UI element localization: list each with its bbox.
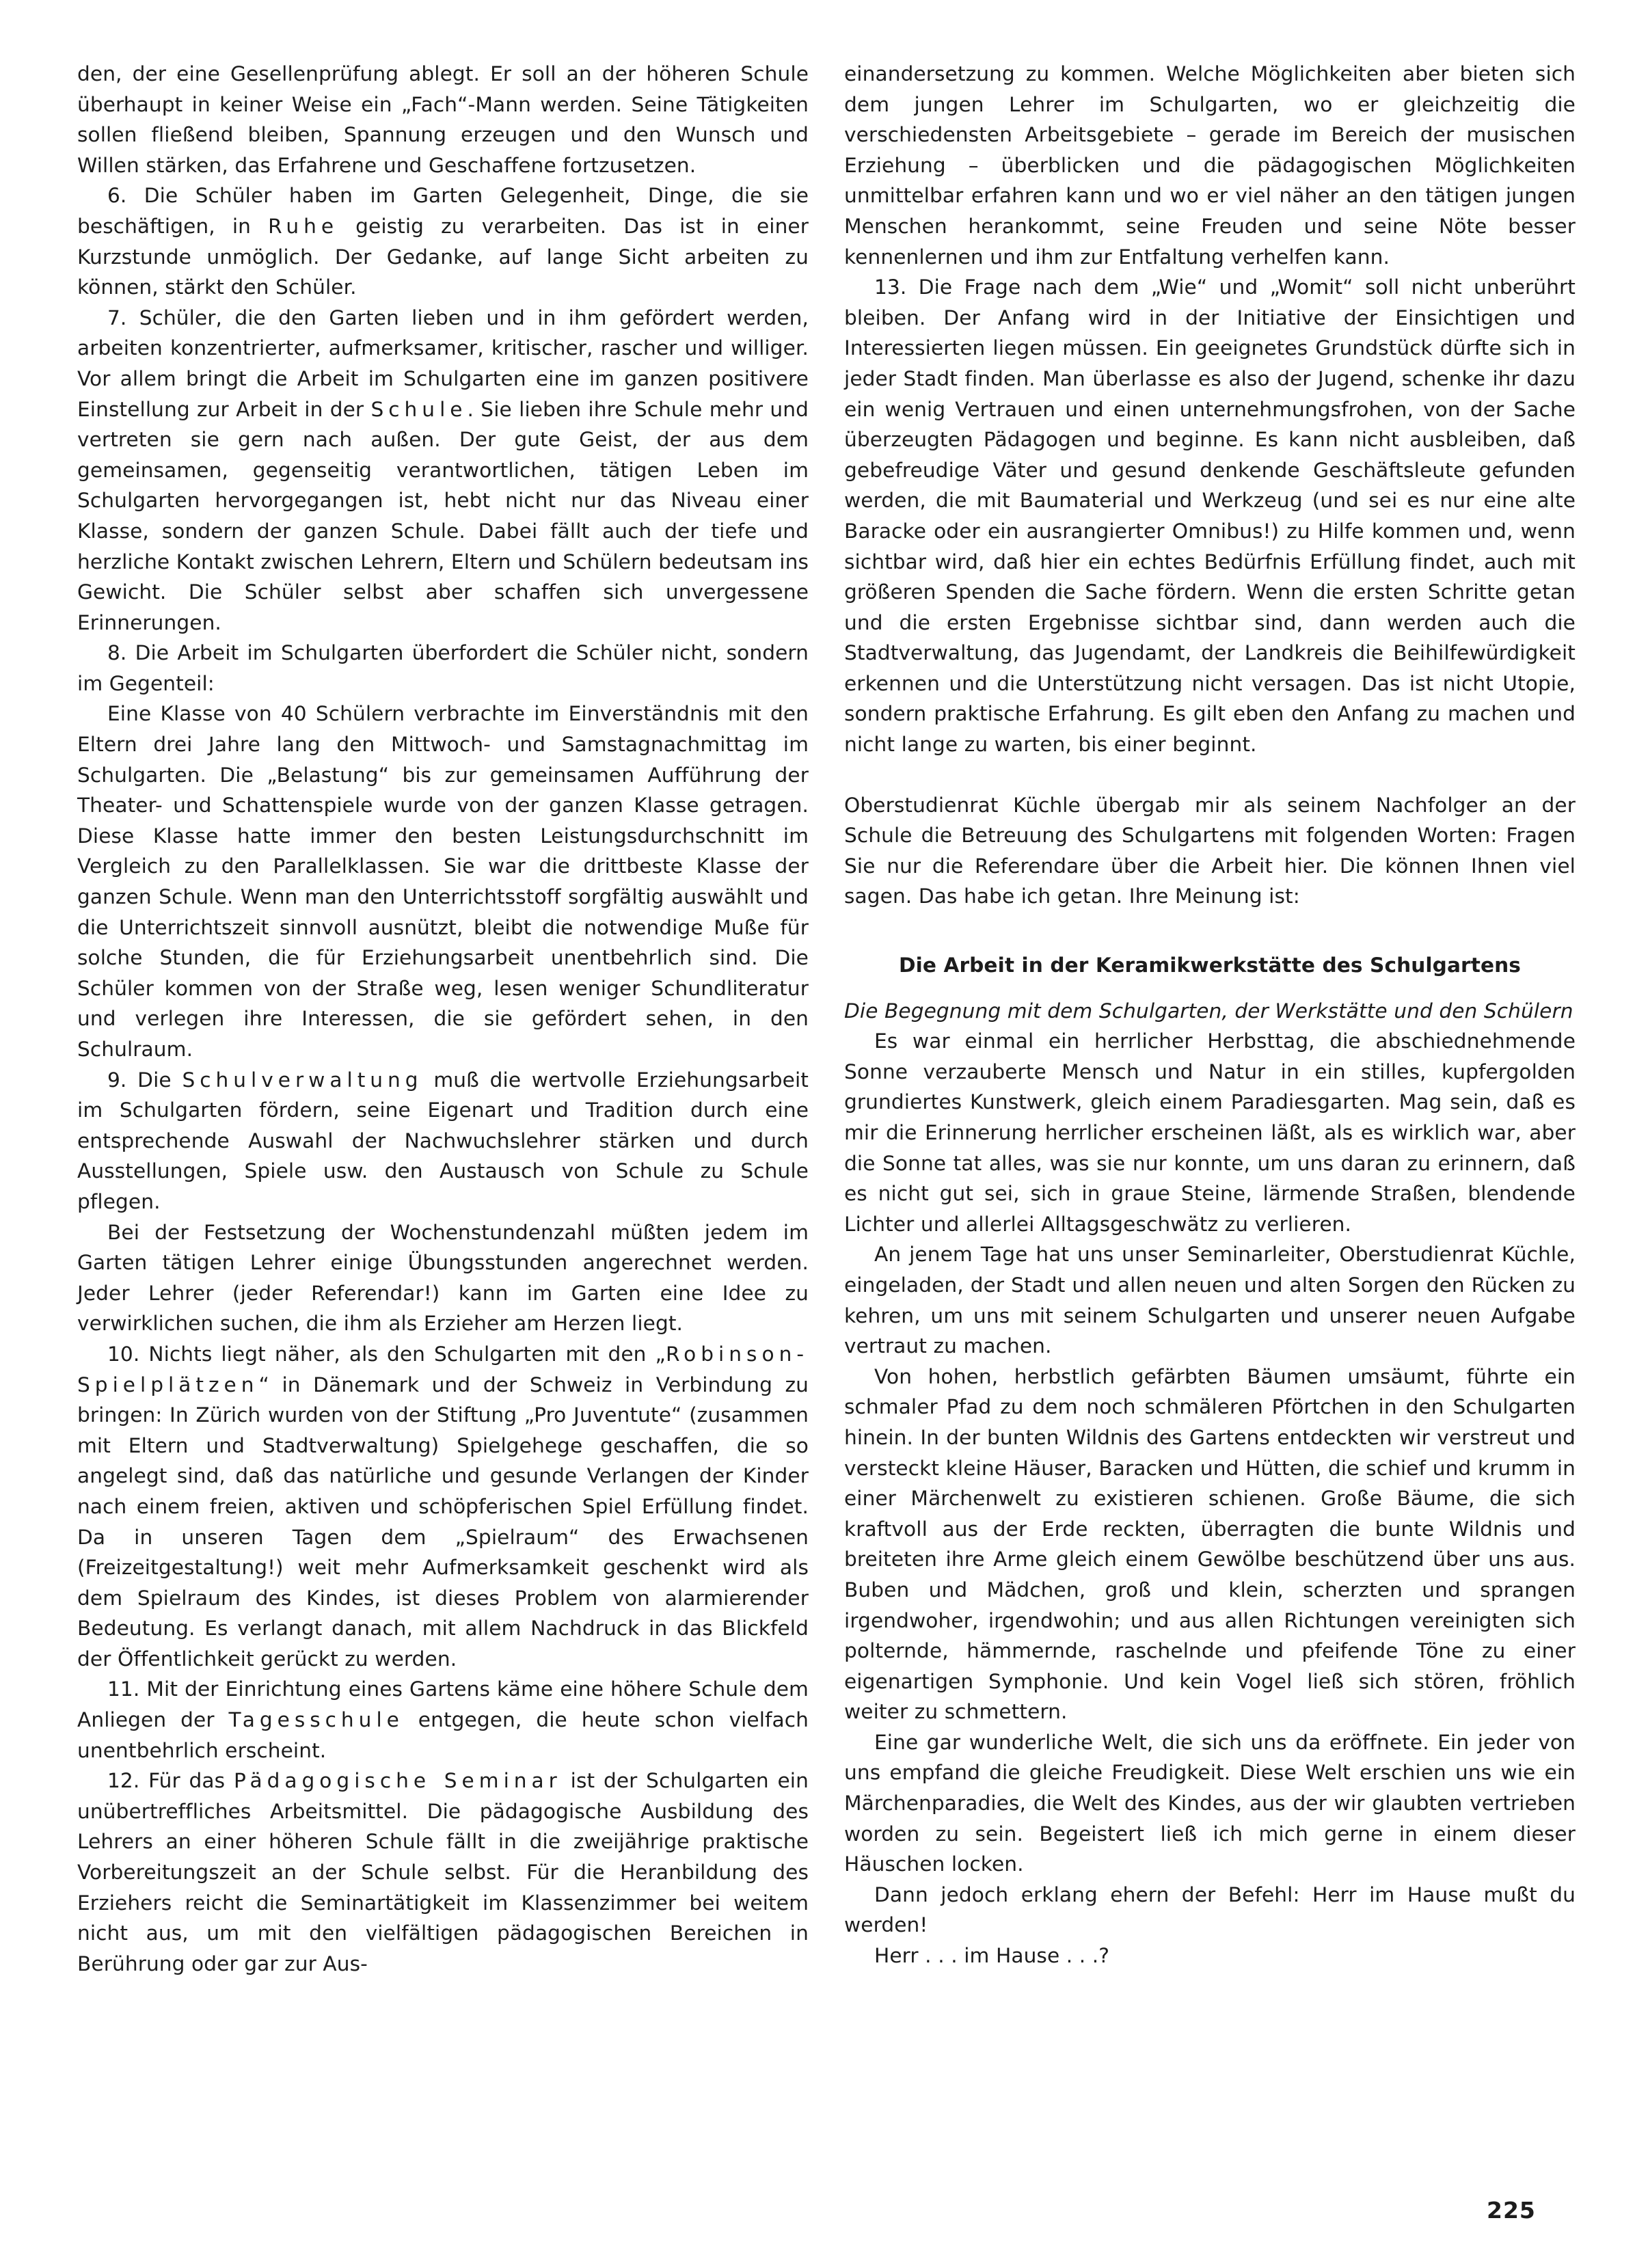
paragraph-7: 7. Schüler, die den Garten lieben und in ihm gefördert werden, arbeiten konzentrierter, aufmerksamer, kritischer, rascher und williger. Vor allem bringt die Arbeit im Schulgarten eine im ganzen positivere Einstellung zur Arbeit in der Schule. Sie lieben ihre Schule mehr und vertreten sie gern nach außen. Der gute Geist, der aus dem gemeinsamen, gegenseitig verantwortlichen, tätigen Leben im Schulgarten hervorgegangen ist, hebt nicht nur das Niveau einer Klasse, sondern der ganzen Schule. Dabei fällt auch der tiefe und herzliche Kontakt zwischen Lehrern, Eltern und Schülern bedeutsam ins Gewicht. Die Schüler selbst aber schaffen sich unvergessene Erinnerungen. (77, 306, 809, 634)
section-subheading: Die Begegnung mit dem Schulgarten, der Werkstätte und den Schülern (844, 999, 1573, 1023)
story-paragraph-3: Von hohen, herbstlich gefärbten Bäumen umsäumt, führte ein schmaler Pfad zu dem noch schmäleren Pförtchen in den Schulgarten hinein. In der bunten Wildnis des Gartens entdeckten wir verstreut und versteckt kleine Häuser, Baracken und Hütten, die schief und krumm in einer Märchenwelt zu existieren schienen. Große Bäume, die sich kraftvoll aus der Erde reckten, überragten die bunte Wildnis und breiteten ihre Arme gleich einem Gewölbe beschützend über uns aus. Buben und Mädchen, groß und klein, scherzten und sprangen irgendwoher, irgendwohin; und aus allen Richtungen vereinigten sich polternde, hämmernde, raschelnde und pfeifende Töne zu einer eigenartigen Symphonie. Und kein Vogel ließ sich stören, fröhlich weiter zu schmettern. (844, 1364, 1576, 1724)
story-paragraph-1: Es war einmal ein herrlicher Herbsttag, die abschiednehmende Sonne verzauberte Mensch und Natur in ein stilles, kupfergolden grundiertes Kunstwerk, gleich einem Paradiesgarten. Mag sein, daß es mir die Erinnerung herrlicher erscheinen läßt, als es wirklich war, aber die Sonne tat alles, was sie nur konnte, um uns daran zu erinnern, daß es nicht gut sei, sich in graue Steine, lärmende Straßen, blendende Lichter und allerlei Alltagsgeschwätz zu verlieren. (844, 1029, 1576, 1236)
story-paragraph-4: Eine gar wunderliche Welt, die sich uns da eröffnete. Ein jeder von uns empfand die gleiche Freudigkeit. Diese Welt erschien uns wie ein Märchenparadies, die Welt des Kindes, aus der wir glaubten vertrieben worden zu sein. Begeistert ließ ich mich gerne in einem dieser Häuschen locken. (844, 1730, 1576, 1876)
paragraph-9-continued: Bei der Festsetzung der Wochenstundenzahl müßten jedem im Garten tätigen Lehrer einige Übungsstunden angerechnet werden. Jeder Lehrer (jeder Referendar!) kann im Garten eine Idee zu verwirklichen suchen, die ihm als Erzieher am Herzen liegt. (77, 1220, 809, 1336)
right-column (844, 59, 1576, 1971)
paragraph-8: 8. Die Arbeit im Schulgarten überfordert die Schüler nicht, sondern im Gegenteil: (77, 641, 809, 695)
spaced-term: Tagesschule (228, 1708, 404, 1732)
paragraph-8-continued: Eine Klasse von 40 Schülern verbrachte im Einverständnis mit den Eltern drei Jahre lang den Mittwoch- und Samstagnachmittag im Schulgarten. Die „Belastung“ bis zur gemeinsamen Aufführung der Theater- und Schattenspiele wurde von der ganzen Klasse getragen. Diese Klasse hatte immer den besten Leistungsdurchschnitt im Vergleich zu den Parallelklassen. Sie war die drittbeste Klasse der ganzen Schule. Wenn man den Unterrichtsstoff sorgfältig auswählt und die Unterrichtszeit sinnvoll ausnützt, bleibt die notwendige Muße für solche Stunden, die für Erziehungsarbeit unentbehrlich sind. Die Schüler kommen von der Straße weg, lesen weniger Schundliteratur und verlegen ihre Interessen, die sie gefördert sehen, in den Schulraum. (77, 702, 809, 1061)
spaced-term: Pädagogische Seminar (233, 1769, 562, 1793)
paragraph-11: 11. Mit der Einrichtung eines Gartens käme eine höhere Schule dem Anliegen der Tagesschule entgegen, die heute schon vielfach unentbehrlich erscheint. (77, 1677, 809, 1762)
paragraph-12: 12. Für das Pädagogische Seminar ist der Schulgarten ein unübertreffliches Arbeitsmittel. Die pädagogische Ausbildung des Lehrers an einer höheren Schule fällt in die zweijährige praktische Vorbereitungszeit an der Schule selbst. Für die Heranbildung des Erziehers reicht die Seminartätigkeit im Klassenzimmer bei weitem nicht aus, um mit den vielfältigen pädagogischen Bereichen in Berührung oder gar zur Aus- (77, 1769, 809, 1975)
left-column (77, 59, 809, 1979)
paragraph-13: 13. Die Frage nach dem „Wie“ und „Womit“ soll nicht unberührt bleiben. Der Anfang wird in der Initiative der Einsichtigen und Interessierten liegen müssen. Ein geeignetes Grundstück dürfte sich in jeder Stadt finden. Man überlasse es also der Jugend, schenke ihr dazu ein wenig Vertrauen und einen unternehmungsfrohen, von der Sache überzeugten Pädagogen und beginne. Es kann nicht ausbleiben, daß gebefreudige Väter und gesund denkende Geschäftsleute gefunden werden, die mit Baumaterial und Werkzeug (und sei es nur eine alte Baracke oder ein ausrangierter Omnibus!) zu Hilfe kommen und, wenn sichtbar wird, daß hier ein echtes Bedürfnis Erfüllung findet, auch mit größeren Spenden die Sache fördern. Wenn die ersten Schritte getan und die ersten Ergebnisse sichtbar sind, dann werden auch die Stadtverwaltung, das Jugendamt, der Landkreis die Beihilfewürdigkeit erkennen und die Unterstützung nicht versagen. Das ist nicht Utopie, sondern praktische Erfahrung. Es gilt eben den Anfang zu machen und nicht lange zu warten, bis einer beginnt. (844, 275, 1576, 757)
spaced-term: Schulverwaltung (182, 1068, 423, 1092)
section-heading: Die Arbeit in der Keramikwerkstätte des Schulgartens (898, 954, 1522, 977)
paragraph-intro: den, der eine Gesellenprüfung ablegt. Er soll an der höheren Schule überhaupt in keiner Weise ein „Fach“-Mann werden. Seine Tätigkeiten sollen fließend bleiben, Spannung erzeugen und den Wunsch und Willen stärken, das Erfahrene und Geschaffene fortzusetzen. (77, 62, 809, 177)
story-paragraph-5: Dann jedoch erklang ehern der Befehl: Herr im Hause mußt du werden! (844, 1882, 1576, 1937)
paragraph-12-continued: einandersetzung zu kommen. Welche Möglichkeiten aber bieten sich dem jungen Lehrer im Schulgarten, wo er gleichzeitig die verschiedensten Arbeitsgebiete – gerade im Bereich der musischen Erziehung – überblicken und die pädagogischen Möglichkeiten unmittelbar erfahren kann und wo er viel näher an den tätigen jungen Menschen herankommt, seine Freuden und seine Nöte besser kennenlernen und ihm zur Entfaltung verhelfen kann. (844, 62, 1576, 269)
spaced-term: Schule (370, 397, 468, 421)
paragraph-9: 9. Die Schulverwaltung muß die wertvolle Erziehungsarbeit im Schulgarten fördern, seine Eigenart und Tradition durch eine entsprechende Auswahl der Nachwuchslehrer stärken und durch Ausstellungen, Spiele usw. den Austausch von Schule zu Schule pflegen. (77, 1068, 809, 1213)
spaced-term: Robinson-Spielplätzen (77, 1342, 809, 1396)
paragraph-10: 10. Nichts liegt näher, als den Schulgarten mit den „Robinson-Spielplätzen“ in Dänemark und der Schweiz in Verbindung zu bringen: In Zürich wurden von der Stiftung „Pro Juventute“ (zusammen mit Eltern und Stadtverwaltung) Spielgehege geschaffen, die so angelegt sind, daß das natürliche und gesunde Verlangen der Kinder nach einem freien, aktiven und schöpferischen Spiel Erfüllung findet. Da in unseren Tagen dem „Spielraum“ des Erwachsenen (Freizeitgestaltung!) weit mehr Aufmerksamkeit geschenkt wird als dem Spielraum des Kindes, ist dieses Problem von alarmierender Bedeutung. Es verlangt danach, mit allem Nachdruck in das Blickfeld der Öffentlichkeit gerückt zu werden. (77, 1342, 809, 1671)
paragraph-handover: Oberstudienrat Küchle übergab mir als seinem Nachfolger an der Schule die Betreuung des Schulgartens mit folgenden Worten: Fragen Sie nur die Referendare über die Arbeit hier. Die können Ihnen viel sagen. Das habe ich getan. Ihre Meinung ist: (844, 793, 1576, 908)
paragraph-6: 6. Die Schüler haben im Garten Gelegenheit, Dinge, die sie beschäftigen, in Ruhe geistig zu verarbeiten. Das ist in einer Kurzstunde unmöglich. Der Gedanke, auf lange Sicht arbeiten zu können, stärkt den Schüler. (77, 184, 809, 299)
story-paragraph-6: Herr . . . im Hause . . .? (874, 1944, 1110, 1968)
page-number: 225 (1487, 2197, 1536, 2224)
spaced-term: Ruhe (268, 214, 339, 238)
story-paragraph-2: An jenem Tage hat uns unser Seminarleiter, Oberstudienrat Küchle, eingeladen, der Stadt und allen neuen und alten Sorgen den Rücken zu kehren, um uns mit seinem Schulgarten und unserer neuen Aufgabe vertraut zu machen. (844, 1243, 1576, 1358)
